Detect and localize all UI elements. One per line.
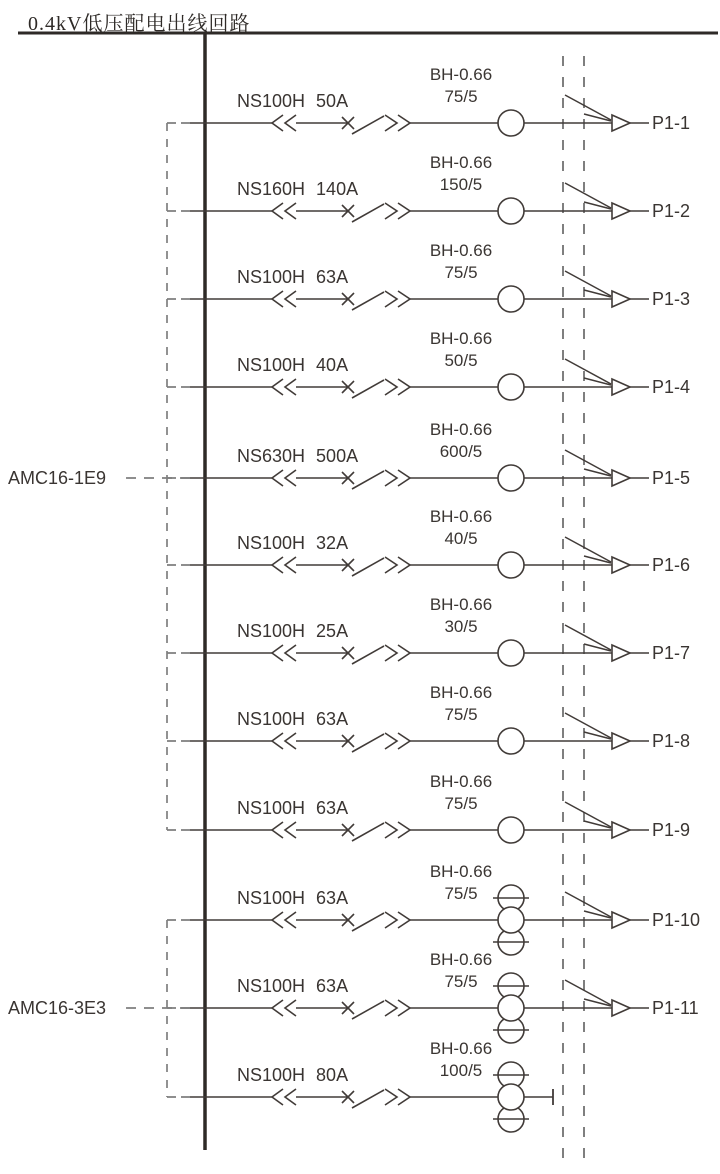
- ct-ratio-label: 75/5: [444, 705, 478, 724]
- breaker-rating: 63A: [316, 267, 349, 287]
- breaker-label: [237, 888, 348, 908]
- ct-ratio-label: 30/5: [444, 617, 478, 636]
- ct-ratio-label: 75/5: [444, 972, 478, 991]
- ct-label: [399, 419, 523, 463]
- meter-label: AMC16-3E3: [8, 998, 107, 1018]
- ct-ratio-label: 600/5: [439, 442, 483, 461]
- ct-label: [399, 1038, 523, 1082]
- ct-label: [399, 861, 523, 905]
- ct-type-label: BH-0.66: [429, 683, 493, 702]
- breaker-model: NS100H: [237, 888, 306, 908]
- breaker-label: [237, 446, 358, 466]
- breaker-model: NS100H: [237, 709, 306, 729]
- ct-type-label: BH-0.66: [429, 950, 493, 969]
- ct-label: [399, 152, 523, 196]
- feeder-label: P1-7: [652, 643, 691, 663]
- feeder-label: P1-9: [652, 820, 691, 840]
- breaker-rating: 63A: [316, 976, 349, 996]
- ct-label: [399, 771, 523, 815]
- breaker-rating: 40A: [316, 355, 349, 375]
- ct-ratio-label: 100/5: [439, 1061, 483, 1080]
- ct-type-label: BH-0.66: [429, 595, 493, 614]
- ct-type-label: BH-0.66: [429, 241, 493, 260]
- ct-label: [399, 594, 523, 638]
- ct-ratio-label: 75/5: [444, 87, 478, 106]
- feeder-label: P1-8: [652, 731, 691, 751]
- feeder-label: P1-6: [652, 555, 691, 575]
- breaker-model: NS100H: [237, 267, 306, 287]
- ct-type-label: BH-0.66: [429, 420, 493, 439]
- breaker-rating: 80A: [316, 1065, 349, 1085]
- breaker-rating: 63A: [316, 709, 349, 729]
- diagram-title: 0.4kV低压配电出线回路: [28, 13, 251, 35]
- ct-type-label: BH-0.66: [429, 507, 493, 526]
- feeder-label: P1-3: [652, 289, 691, 309]
- feeder-label: P1-4: [652, 377, 691, 397]
- breaker-model: NS100H: [237, 533, 306, 553]
- ct-ratio-label: 75/5: [444, 884, 478, 903]
- breaker-label: [237, 179, 358, 199]
- breaker-label: [237, 1065, 348, 1085]
- breaker-model: NS100H: [237, 355, 306, 375]
- ct-label: [399, 949, 523, 993]
- breaker-label: [237, 533, 348, 553]
- breaker-label: [237, 709, 348, 729]
- ct-ratio-label: 75/5: [444, 794, 478, 813]
- breaker-label: [237, 798, 348, 818]
- breaker-model: NS100H: [237, 1065, 306, 1085]
- breaker-label: [237, 355, 348, 375]
- ct-type-label: BH-0.66: [429, 772, 493, 791]
- breaker-rating: 500A: [316, 446, 359, 466]
- breaker-rating: 32A: [316, 533, 349, 553]
- breaker-rating: 140A: [316, 179, 359, 199]
- ct-label: [399, 506, 523, 550]
- ct-ratio-label: 75/5: [444, 263, 478, 282]
- breaker-model: NS100H: [237, 976, 306, 996]
- feeder-label: P1-5: [652, 468, 691, 488]
- breaker-label: [237, 976, 348, 996]
- breaker-rating: 25A: [316, 621, 349, 641]
- ct-label: [399, 240, 523, 284]
- ct-label: [399, 64, 523, 108]
- breaker-model: NS100H: [237, 798, 306, 818]
- ct-type-label: BH-0.66: [429, 862, 493, 881]
- ct-label: [399, 328, 523, 372]
- breaker-label: [237, 91, 348, 111]
- ct-type-label: BH-0.66: [429, 329, 493, 348]
- feeder-label: P1-11: [652, 998, 699, 1018]
- ct-label: [399, 682, 523, 726]
- ct-type-label: BH-0.66: [429, 65, 493, 84]
- meter-label: AMC16-1E9: [8, 468, 107, 488]
- breaker-model: NS630H: [237, 446, 306, 466]
- ct-ratio-label: 150/5: [439, 175, 483, 194]
- ct-type-label: BH-0.66: [429, 153, 493, 172]
- breaker-model: NS100H: [237, 91, 306, 111]
- breaker-rating: 63A: [316, 888, 349, 908]
- breaker-rating: 50A: [316, 91, 349, 111]
- breaker-model: NS160H: [237, 179, 306, 199]
- breaker-rating: 63A: [316, 798, 349, 818]
- ct-ratio-label: 50/5: [444, 351, 478, 370]
- feeder-label: P1-1: [652, 113, 691, 133]
- breaker-label: [237, 621, 348, 641]
- feeder-label: P1-2: [652, 201, 691, 221]
- ct-ratio-label: 40/5: [444, 529, 478, 548]
- feeder-label: P1-10: [652, 910, 701, 930]
- breaker-model: NS100H: [237, 621, 306, 641]
- breaker-label: [237, 267, 348, 287]
- ct-type-label: BH-0.66: [429, 1039, 493, 1058]
